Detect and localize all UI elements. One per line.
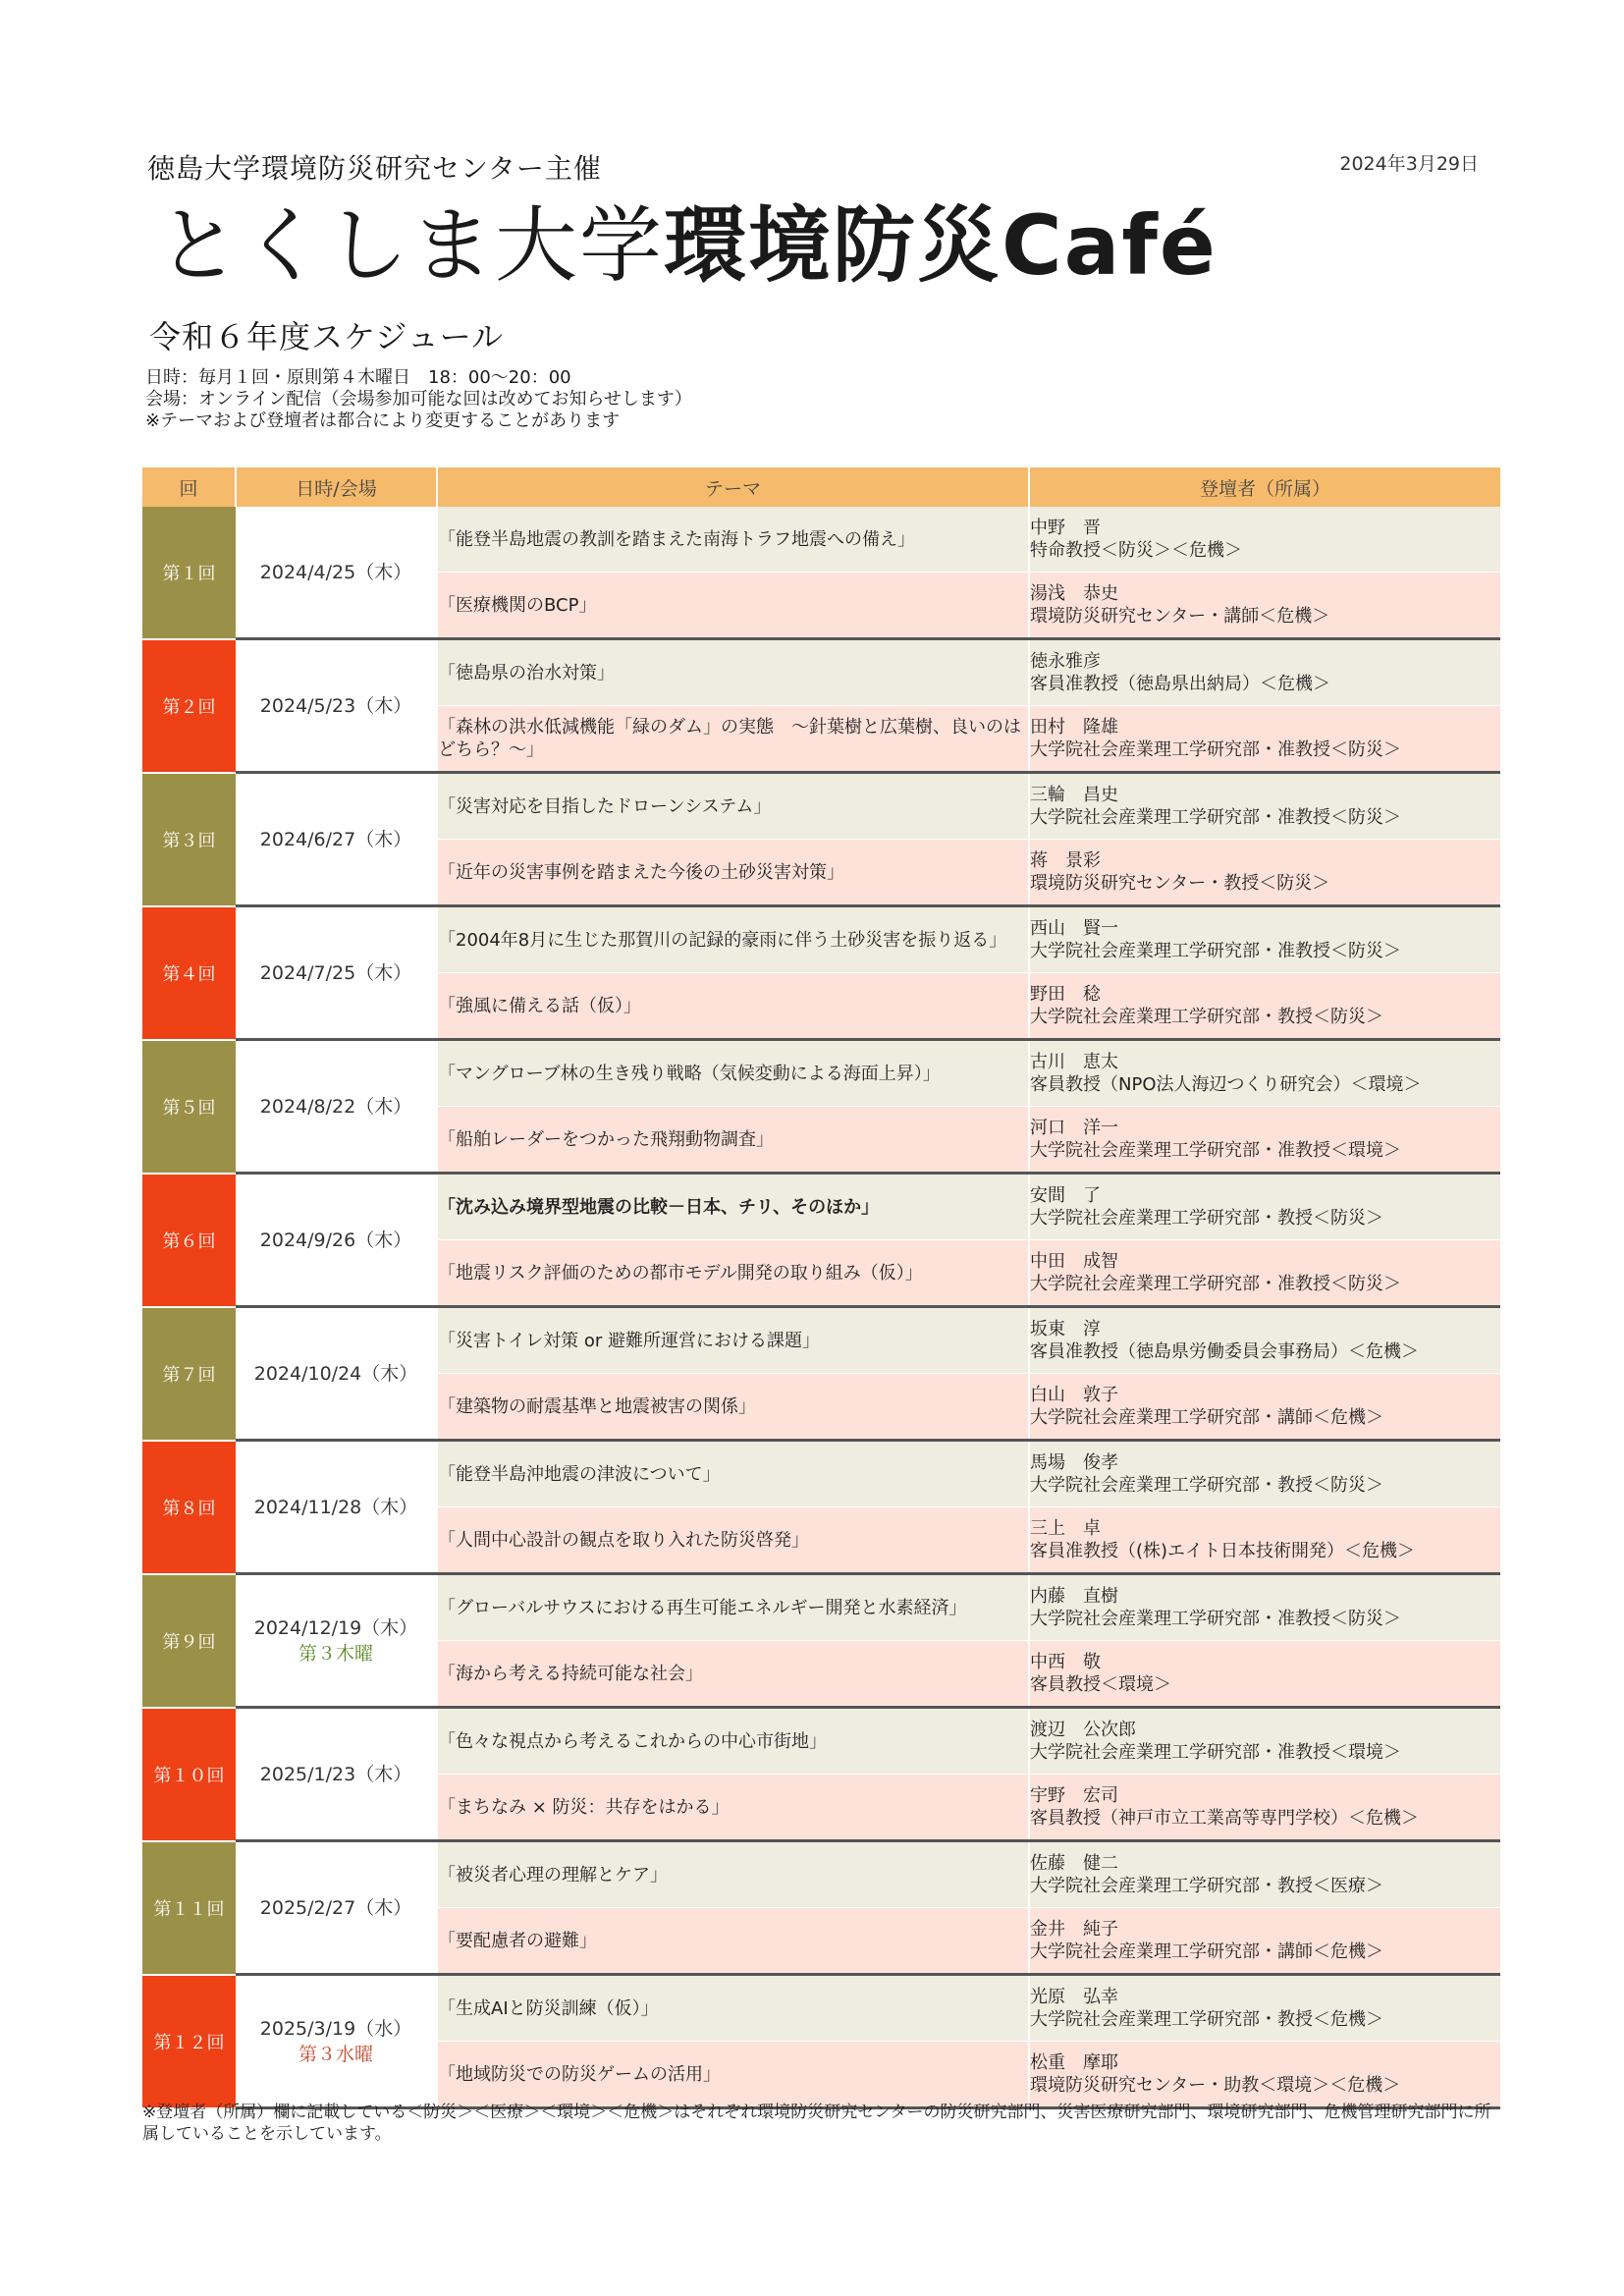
- event-notes: [145, 367, 692, 432]
- schedule-table: [142, 467, 1500, 2109]
- speaker-name: 蒋 景彩: [1030, 850, 1101, 871]
- session-date: [236, 1174, 437, 1307]
- table-row: [142, 1307, 1500, 1374]
- speaker-name: 三上 卓: [1030, 1518, 1101, 1539]
- session-date: [236, 1574, 437, 1708]
- session-theme: 「色々な視点から考えるこれからの中心市街地」: [437, 1708, 1029, 1775]
- session-theme: 「マングローブ林の生き残り戦略（気候変動による海面上昇）」: [437, 1040, 1029, 1107]
- session-speaker: [1029, 1975, 1500, 2042]
- speaker-affiliation: 客員教授＜環境＞: [1030, 1674, 1171, 1695]
- table-row: [142, 1040, 1500, 1107]
- speaker-affiliation: 大学院社会産業理工学研究部・講師＜危機＞: [1030, 1407, 1383, 1428]
- session-speaker: [1029, 1908, 1500, 1975]
- table-row: [142, 773, 1500, 840]
- speaker-name: 徳永雅彦: [1030, 651, 1101, 672]
- session-number: 第７回: [142, 1307, 236, 1441]
- speaker-name: 金井 純子: [1030, 1919, 1118, 1940]
- speaker-name: 松重 摩耶: [1030, 2052, 1118, 2073]
- session-speaker: [1029, 973, 1500, 1040]
- session-date: [236, 773, 437, 906]
- session-date-note: 第３水曜: [298, 2043, 373, 2065]
- session-theme: 「生成AIと防災訓練（仮）」: [437, 1975, 1029, 2042]
- session-number: 第１１回: [142, 1841, 236, 1975]
- session-theme: 「医療機関のBCP」: [437, 573, 1029, 639]
- session-speaker: [1029, 906, 1500, 973]
- table-row: [142, 507, 1500, 573]
- session-date-text: 2024/5/23（木）: [259, 694, 412, 717]
- table-row: [142, 1841, 1500, 1908]
- speaker-affiliation: 大学院社会産業理工学研究部・准教授＜防災＞: [1030, 941, 1401, 961]
- speaker-name: 渡辺 公次郎: [1030, 1720, 1136, 1740]
- header-speaker: 登壇者（所属）: [1029, 467, 1500, 507]
- session-speaker: [1029, 1841, 1500, 1908]
- speaker-affiliation: 大学院社会産業理工学研究部・講師＜危機＞: [1030, 1941, 1383, 1962]
- title-light: とくしま大学: [157, 197, 665, 294]
- session-speaker: [1029, 1240, 1500, 1307]
- session-theme: 「徳島県の治水対策」: [437, 639, 1029, 706]
- session-date: [236, 1708, 437, 1841]
- speaker-affiliation: 大学院社会産業理工学研究部・准教授＜防災＞: [1030, 807, 1401, 828]
- session-speaker: [1029, 573, 1500, 639]
- speaker-affiliation: 大学院社会産業理工学研究部・准教授＜環境＞: [1030, 1742, 1401, 1763]
- session-theme: 「2004年8月に生じた那賀川の記録的豪雨に伴う土砂災害を振り返る」: [437, 906, 1029, 973]
- session-speaker: [1029, 1374, 1500, 1441]
- speaker-name: 馬場 俊孝: [1030, 1452, 1118, 1473]
- session-theme: 「海から考える持続可能な社会」: [437, 1641, 1029, 1708]
- session-theme: 「能登半島地震の教訓を踏まえた南海トラフ地震への備え」: [437, 507, 1029, 573]
- organizer: 徳島大学環境防災研究センター主催: [147, 152, 602, 185]
- session-date: [236, 1040, 437, 1174]
- session-speaker: [1029, 1307, 1500, 1374]
- session-date-text: 2024/11/28（木）: [253, 1496, 418, 1518]
- session-theme: 「まちなみ × 防災：共存をはかる」: [437, 1775, 1029, 1841]
- table-row: [142, 1441, 1500, 1507]
- schedule-body: [142, 507, 1500, 2108]
- session-theme: 「人間中心設計の観点を取り入れた防災啓発」: [437, 1507, 1029, 1574]
- session-speaker: [1029, 639, 1500, 706]
- note-venue: 会場：オンライン配信（会場参加可能な回は改めてお知らせします）: [145, 389, 692, 410]
- session-speaker: [1029, 1174, 1500, 1240]
- speaker-affiliation: 環境防災研究センター・講師＜危機＞: [1030, 606, 1330, 627]
- session-date-text: 2025/1/23（木）: [259, 1763, 412, 1785]
- session-theme: 「近年の災害事例を踏まえた今後の土砂災害対策」: [437, 840, 1029, 906]
- speaker-affiliation: 大学院社会産業理工学研究部・教授＜医療＞: [1030, 1876, 1383, 1896]
- session-number: 第４回: [142, 906, 236, 1040]
- session-theme: 「沈み込み境界型地震の比較－日本、チリ、そのほか」: [437, 1174, 1029, 1240]
- table-row: [142, 1708, 1500, 1775]
- session-number: 第３回: [142, 773, 236, 906]
- session-number: 第２回: [142, 639, 236, 773]
- speaker-affiliation: 客員教授（神戸市立工業高等専門学校）＜危機＞: [1030, 1808, 1419, 1829]
- speaker-name: 西山 賢一: [1030, 918, 1118, 939]
- header-kai: 回: [142, 467, 236, 507]
- session-speaker: [1029, 1775, 1500, 1841]
- table-row: [142, 906, 1500, 973]
- speaker-name: 白山 敦子: [1030, 1385, 1118, 1405]
- header-theme: テーマ: [437, 467, 1029, 507]
- speaker-name: 野田 稔: [1030, 984, 1101, 1005]
- session-theme: 「地域防災での防災ゲームの活用」: [437, 2042, 1029, 2108]
- note-datetime: 日時：毎月１回・原則第４木曜日 18：00〜20：00: [145, 367, 571, 388]
- issue-date: 2024年3月29日: [1339, 153, 1479, 175]
- speaker-affiliation: 客員教授（NPO法人海辺つくり研究会）＜環境＞: [1030, 1074, 1422, 1095]
- speaker-name: 中田 成智: [1030, 1251, 1118, 1272]
- session-speaker: [1029, 1708, 1500, 1775]
- speaker-name: 三輪 昌史: [1030, 785, 1118, 805]
- session-date-text: 2025/3/19（水）: [259, 2017, 412, 2040]
- session-theme: 「要配慮者の避難」: [437, 1908, 1029, 1975]
- session-date-text: 2024/9/26（木）: [259, 1229, 412, 1251]
- session-speaker: [1029, 1441, 1500, 1507]
- session-number: 第１２回: [142, 1975, 236, 2108]
- session-number: 第６回: [142, 1174, 236, 1307]
- session-number: 第９回: [142, 1574, 236, 1708]
- session-speaker: [1029, 1507, 1500, 1574]
- speaker-name: 佐藤 健二: [1030, 1853, 1118, 1874]
- speaker-name: 内藤 直樹: [1030, 1586, 1118, 1607]
- session-date: [236, 1307, 437, 1441]
- session-theme: 「能登半島沖地震の津波について」: [437, 1441, 1029, 1507]
- session-theme: 「グローバルサウスにおける再生可能エネルギー開発と水素経済」: [437, 1574, 1029, 1641]
- session-speaker: [1029, 706, 1500, 773]
- page-subtitle: 令和６年度スケジュール: [149, 318, 505, 355]
- table-row: [142, 1574, 1500, 1641]
- session-number: 第８回: [142, 1441, 236, 1574]
- footnote: ※登壇者（所属）欄に記載している＜防災＞＜医療＞＜環境＞＜危機＞はそれぞれ環境防災研究センターの防災研究部門、災害医療研究部門、環境研究部門、危機管理研究部門に所属していることを示しています。: [142, 2103, 1491, 2144]
- session-theme: 「被災者心理の理解とケア」: [437, 1841, 1029, 1908]
- speaker-affiliation: 環境防災研究センター・助教＜環境＞＜危機＞: [1030, 2075, 1401, 2096]
- session-number: 第５回: [142, 1040, 236, 1174]
- speaker-name: 田村 隆雄: [1030, 717, 1118, 738]
- session-theme: 「森林の洪水低減機能「緑のダム」の実態 〜針葉樹と広葉樹、良いのはどちら？〜」: [437, 706, 1029, 773]
- session-date-text: 2024/10/24（木）: [253, 1362, 418, 1385]
- speaker-name: 河口 洋一: [1030, 1118, 1118, 1138]
- table-header-row: [142, 467, 1500, 507]
- speaker-name: 坂東 淳: [1030, 1319, 1101, 1339]
- speaker-affiliation: 大学院社会産業理工学研究部・教授＜防災＞: [1030, 1475, 1383, 1496]
- speaker-affiliation: 環境防災研究センター・教授＜防災＞: [1030, 873, 1330, 894]
- session-speaker: [1029, 507, 1500, 573]
- session-theme: 「船舶レーダーをつかった飛翔動物調査」: [437, 1107, 1029, 1174]
- session-number: 第１０回: [142, 1708, 236, 1841]
- session-theme: 「強風に備える話（仮）」: [437, 973, 1029, 1040]
- session-theme: 「災害トイレ対策 or 避難所運営における課題」: [437, 1307, 1029, 1374]
- speaker-name: 中西 敬: [1030, 1652, 1101, 1672]
- session-speaker: [1029, 1641, 1500, 1708]
- session-date: [236, 507, 437, 639]
- speaker-name: 光原 弘幸: [1030, 1987, 1118, 2007]
- session-speaker: [1029, 773, 1500, 840]
- session-date-text: 2024/8/22（木）: [259, 1095, 412, 1118]
- speaker-affiliation: 大学院社会産業理工学研究部・准教授＜防災＞: [1030, 739, 1401, 760]
- session-number: 第１回: [142, 507, 236, 639]
- speaker-name: 湯浅 恭史: [1030, 583, 1118, 604]
- page-title: [157, 196, 1218, 295]
- session-date: [236, 1841, 437, 1975]
- session-speaker: [1029, 840, 1500, 906]
- session-date-text: 2024/4/25（木）: [259, 561, 412, 583]
- session-date-text: 2025/2/27（木）: [259, 1896, 412, 1919]
- speaker-affiliation: 客員准教授（(株)エイト日本技術開発）＜危機＞: [1030, 1541, 1416, 1561]
- session-date-text: 2024/12/19（木）: [253, 1616, 418, 1639]
- speaker-name: 古川 恵太: [1030, 1052, 1118, 1072]
- session-speaker: [1029, 1040, 1500, 1107]
- session-date: [236, 1441, 437, 1574]
- speaker-affiliation: 大学院社会産業理工学研究部・准教授＜防災＞: [1030, 1609, 1401, 1629]
- session-theme: 「地震リスク評価のための都市モデル開発の取り組み（仮）」: [437, 1240, 1029, 1307]
- session-date: [236, 639, 437, 773]
- session-speaker: [1029, 1107, 1500, 1174]
- session-date-text: 2024/6/27（木）: [259, 828, 412, 850]
- session-speaker: [1029, 2042, 1500, 2108]
- speaker-affiliation: 大学院社会産業理工学研究部・教授＜防災＞: [1030, 1208, 1383, 1229]
- speaker-affiliation: 大学院社会産業理工学研究部・教授＜危機＞: [1030, 2009, 1383, 2030]
- table-row: [142, 1975, 1500, 2042]
- note-disclaimer: ※テーマおよび登壇者は都合により変更することがあります: [145, 410, 621, 431]
- table-row: [142, 639, 1500, 706]
- speaker-affiliation: 客員准教授（徳島県労働委員会事務局）＜危機＞: [1030, 1341, 1419, 1362]
- session-theme: 「災害対応を目指したドローンシステム」: [437, 773, 1029, 840]
- session-date: [236, 1975, 437, 2108]
- speaker-affiliation: 大学院社会産業理工学研究部・准教授＜環境＞: [1030, 1140, 1401, 1161]
- speaker-affiliation: 客員准教授（徳島県出納局）＜危機＞: [1030, 674, 1330, 694]
- table-row: [142, 1174, 1500, 1240]
- session-date: [236, 906, 437, 1040]
- speaker-name: 宇野 宏司: [1030, 1785, 1118, 1806]
- speaker-affiliation: 特命教授＜防災＞＜危機＞: [1030, 540, 1242, 561]
- session-date-text: 2024/7/25（木）: [259, 961, 412, 984]
- speaker-affiliation: 大学院社会産業理工学研究部・教授＜防災＞: [1030, 1007, 1383, 1027]
- speaker-name: 中野 晋: [1030, 518, 1101, 538]
- speaker-affiliation: 大学院社会産業理工学研究部・准教授＜防災＞: [1030, 1274, 1401, 1294]
- session-theme: 「建築物の耐震基準と地震被害の関係」: [437, 1374, 1029, 1441]
- session-date-note: 第３木曜: [298, 1642, 373, 1665]
- title-bold: 環境防災Café: [664, 197, 1218, 294]
- session-speaker: [1029, 1574, 1500, 1641]
- speaker-name: 安間 了: [1030, 1185, 1101, 1206]
- header-date: 日時/会場: [236, 467, 437, 507]
